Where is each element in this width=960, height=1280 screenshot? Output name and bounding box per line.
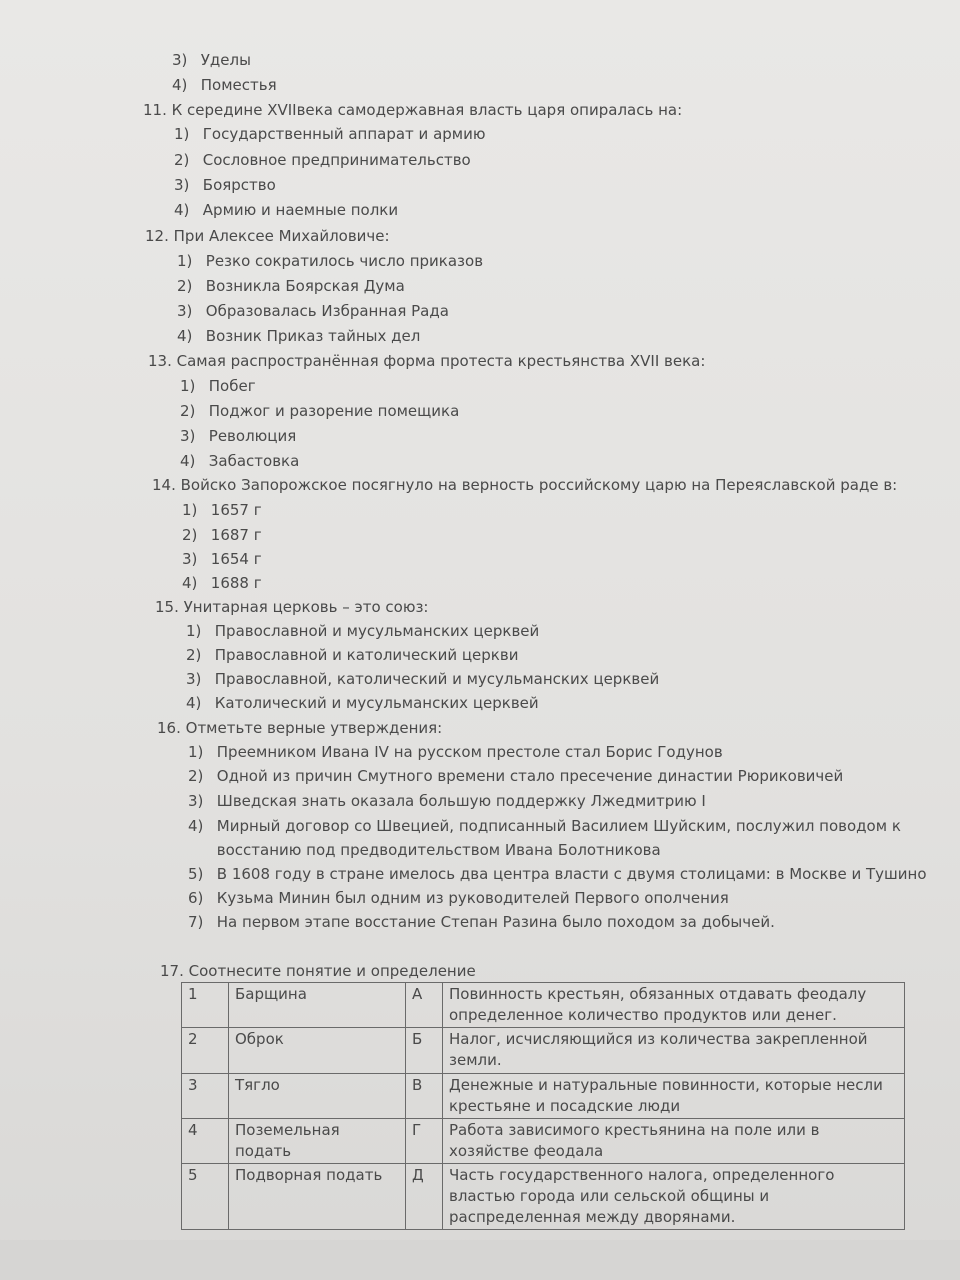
- question-15: [155, 597, 429, 617]
- list-item: [180, 376, 256, 396]
- question-number: 11.: [143, 101, 167, 119]
- option-number: 4): [182, 574, 198, 592]
- option-text: Сословное предпринимательство: [202, 151, 471, 169]
- question-number: 17.: [160, 962, 184, 980]
- option-text: Возникла Боярская Дума: [205, 277, 405, 295]
- list-item: [174, 175, 276, 195]
- table-row: [182, 1074, 905, 1119]
- term-cell: Тягло: [229, 1074, 406, 1119]
- list-item: [177, 251, 483, 271]
- question-text: К середине XVIIвека самодержавная власть царя опиралась на:: [171, 101, 683, 119]
- question-text: Унитарная церковь – это союз:: [183, 598, 429, 616]
- letter-cell: Г: [406, 1119, 443, 1164]
- option-number: 3): [174, 176, 190, 194]
- question-text: При Алексее Михайловиче:: [173, 227, 390, 245]
- list-item: [186, 621, 539, 641]
- letter-cell: Б: [406, 1028, 443, 1074]
- option-text: 1654 г: [210, 550, 262, 568]
- list-item: [188, 864, 927, 884]
- question-number: 14.: [152, 476, 176, 494]
- option-text: Побег: [208, 377, 256, 395]
- list-item: [188, 840, 661, 860]
- option-text: Революция: [208, 427, 297, 445]
- option-text: 1687 г: [210, 526, 262, 544]
- row-number: 2: [182, 1028, 229, 1074]
- question-text: Войско Запорожское посягнуло на верность российскому царю на Переяславской раде в:: [180, 476, 898, 494]
- table-row: [182, 1119, 905, 1164]
- option-number: 5): [188, 865, 204, 883]
- option-text: Шведская знать оказала большую поддержку Лжедмитрию I: [216, 792, 706, 810]
- letter-cell: А: [406, 983, 443, 1028]
- list-item: [182, 549, 262, 569]
- question-17: [160, 961, 476, 981]
- matching-table: [181, 982, 905, 1230]
- option-number: 4): [186, 694, 202, 712]
- letter-cell: В: [406, 1074, 443, 1119]
- option-text: Мирный договор со Швецией, подписанный Василием Шуйским, послужил поводом к: [216, 817, 901, 835]
- option-text: Поместья: [200, 76, 277, 94]
- option-number: 1): [188, 743, 204, 761]
- option-text: Возник Приказ тайных дел: [205, 327, 421, 345]
- option-text: Боярство: [202, 176, 276, 194]
- letter-cell: Д: [406, 1164, 443, 1230]
- table-row: [182, 983, 905, 1028]
- definition-cell: Налог, исчисляющийся из количества закрепленной земли.: [443, 1028, 905, 1074]
- option-number: 3): [172, 51, 188, 69]
- option-text: Преемником Ивана IV на русском престоле стал Борис Годунов: [216, 743, 723, 761]
- term-cell: Поземельная подать: [229, 1119, 406, 1164]
- question-11: [143, 100, 682, 120]
- list-item: [188, 888, 729, 908]
- list-item: [177, 326, 420, 346]
- question-12: [145, 226, 390, 246]
- definition-cell: Денежные и натуральные повинности, которые несли крестьяне и посадские люди: [443, 1074, 905, 1119]
- option-number: 3): [180, 427, 196, 445]
- definition-cell: Работа зависимого крестьянина на поле или в хозяйстве феодала: [443, 1119, 905, 1164]
- option-text: Резко сократилось число приказов: [205, 252, 484, 270]
- question-16: [157, 718, 442, 738]
- option-number: 1): [180, 377, 196, 395]
- option-number: 2): [188, 767, 204, 785]
- option-text: Забастовка: [208, 452, 300, 470]
- option-number: 3): [188, 792, 204, 810]
- question-text: Самая распространённая форма протеста крестьянства XVII века:: [176, 352, 706, 370]
- option-number: 4): [188, 817, 204, 835]
- table-row: [182, 1028, 905, 1074]
- list-item: [188, 791, 706, 811]
- option-text: Кузьма Минин был одним из руководителей Первого ополчения: [216, 889, 729, 907]
- list-item: [186, 645, 518, 665]
- option-text: 1657 г: [210, 501, 262, 519]
- list-item: [182, 500, 262, 520]
- option-text: Государственный аппарат и армию: [202, 125, 486, 143]
- question-number: 12.: [145, 227, 169, 245]
- option-number: 1): [177, 252, 193, 270]
- list-item: [174, 150, 471, 170]
- term-cell: Подворная подать: [229, 1164, 406, 1230]
- term-cell: Оброк: [229, 1028, 406, 1074]
- option-number: 2): [186, 646, 202, 664]
- table-row: [182, 1164, 905, 1230]
- option-number: 2): [182, 526, 198, 544]
- option-number: 1): [174, 125, 190, 143]
- term-cell: Барщина: [229, 983, 406, 1028]
- question-text: Соотнесите понятие и определение: [188, 962, 476, 980]
- option-text: Армию и наемные полки: [202, 201, 399, 219]
- question-number: 16.: [157, 719, 181, 737]
- option-number: 3): [186, 670, 202, 688]
- list-item: [188, 912, 775, 932]
- list-item: [174, 200, 398, 220]
- list-item: [182, 525, 262, 545]
- row-number: 3: [182, 1074, 229, 1119]
- list-item: [180, 401, 459, 421]
- row-number: 4: [182, 1119, 229, 1164]
- list-item: [180, 426, 296, 446]
- option-text: На первом этапе восстание Степан Разина было походом за добычей.: [216, 913, 775, 931]
- row-number: 1: [182, 983, 229, 1028]
- option-number: 1): [182, 501, 198, 519]
- list-item: [172, 75, 277, 95]
- option-text: Православной и мусульманских церквей: [214, 622, 540, 640]
- list-item: [177, 276, 405, 296]
- option-number: 6): [188, 889, 204, 907]
- list-item: [188, 816, 901, 836]
- definition-cell: Часть государственного налога, определенного властью города или сельской общины и распределенная между дворянами.: [443, 1164, 905, 1230]
- definition-cell: Повинность крестьян, обязанных отдавать феодалу определенное количество продуктов или денег.: [443, 983, 905, 1028]
- option-text: Православной, католический и мусульманских церквей: [214, 670, 660, 688]
- question-text: Отметьте верные утверждения:: [185, 719, 443, 737]
- option-number: 2): [177, 277, 193, 295]
- option-number: 3): [177, 302, 193, 320]
- list-item: [188, 766, 843, 786]
- list-item: [186, 669, 659, 689]
- option-text: восстанию под предводительством Ивана Болотникова: [216, 841, 661, 859]
- option-text: Поджог и разорение помещика: [208, 402, 460, 420]
- option-text: 1688 г: [210, 574, 262, 592]
- option-number: 7): [188, 913, 204, 931]
- question-13: [148, 351, 705, 371]
- page-bottom-shadow: [0, 1240, 960, 1280]
- option-number: 4): [172, 76, 188, 94]
- option-number: 2): [174, 151, 190, 169]
- option-number: 2): [180, 402, 196, 420]
- row-number: 5: [182, 1164, 229, 1230]
- option-text: Образовалась Избранная Рада: [205, 302, 449, 320]
- question-number: 15.: [155, 598, 179, 616]
- option-text: Католический и мусульманских церквей: [214, 694, 539, 712]
- list-item: [188, 742, 723, 762]
- question-number: 13.: [148, 352, 172, 370]
- list-item: [174, 124, 485, 144]
- option-number: 4): [174, 201, 190, 219]
- option-number: 3): [182, 550, 198, 568]
- list-item: [186, 693, 539, 713]
- option-text: Православной и католический церкви: [214, 646, 519, 664]
- option-number: 1): [186, 622, 202, 640]
- option-number: 4): [177, 327, 193, 345]
- option-text: Уделы: [200, 51, 251, 69]
- option-text: Одной из причин Смутного времени стало пресечение династии Рюриковичей: [216, 767, 844, 785]
- list-item: [172, 50, 251, 70]
- list-item: [182, 573, 262, 593]
- option-number: 4): [180, 452, 196, 470]
- option-text: В 1608 году в стране имелось два центра власти с двумя столицами: в Москве и Тушино: [216, 865, 927, 883]
- list-item: [177, 301, 449, 321]
- list-item: [180, 451, 299, 471]
- question-14: [152, 475, 897, 495]
